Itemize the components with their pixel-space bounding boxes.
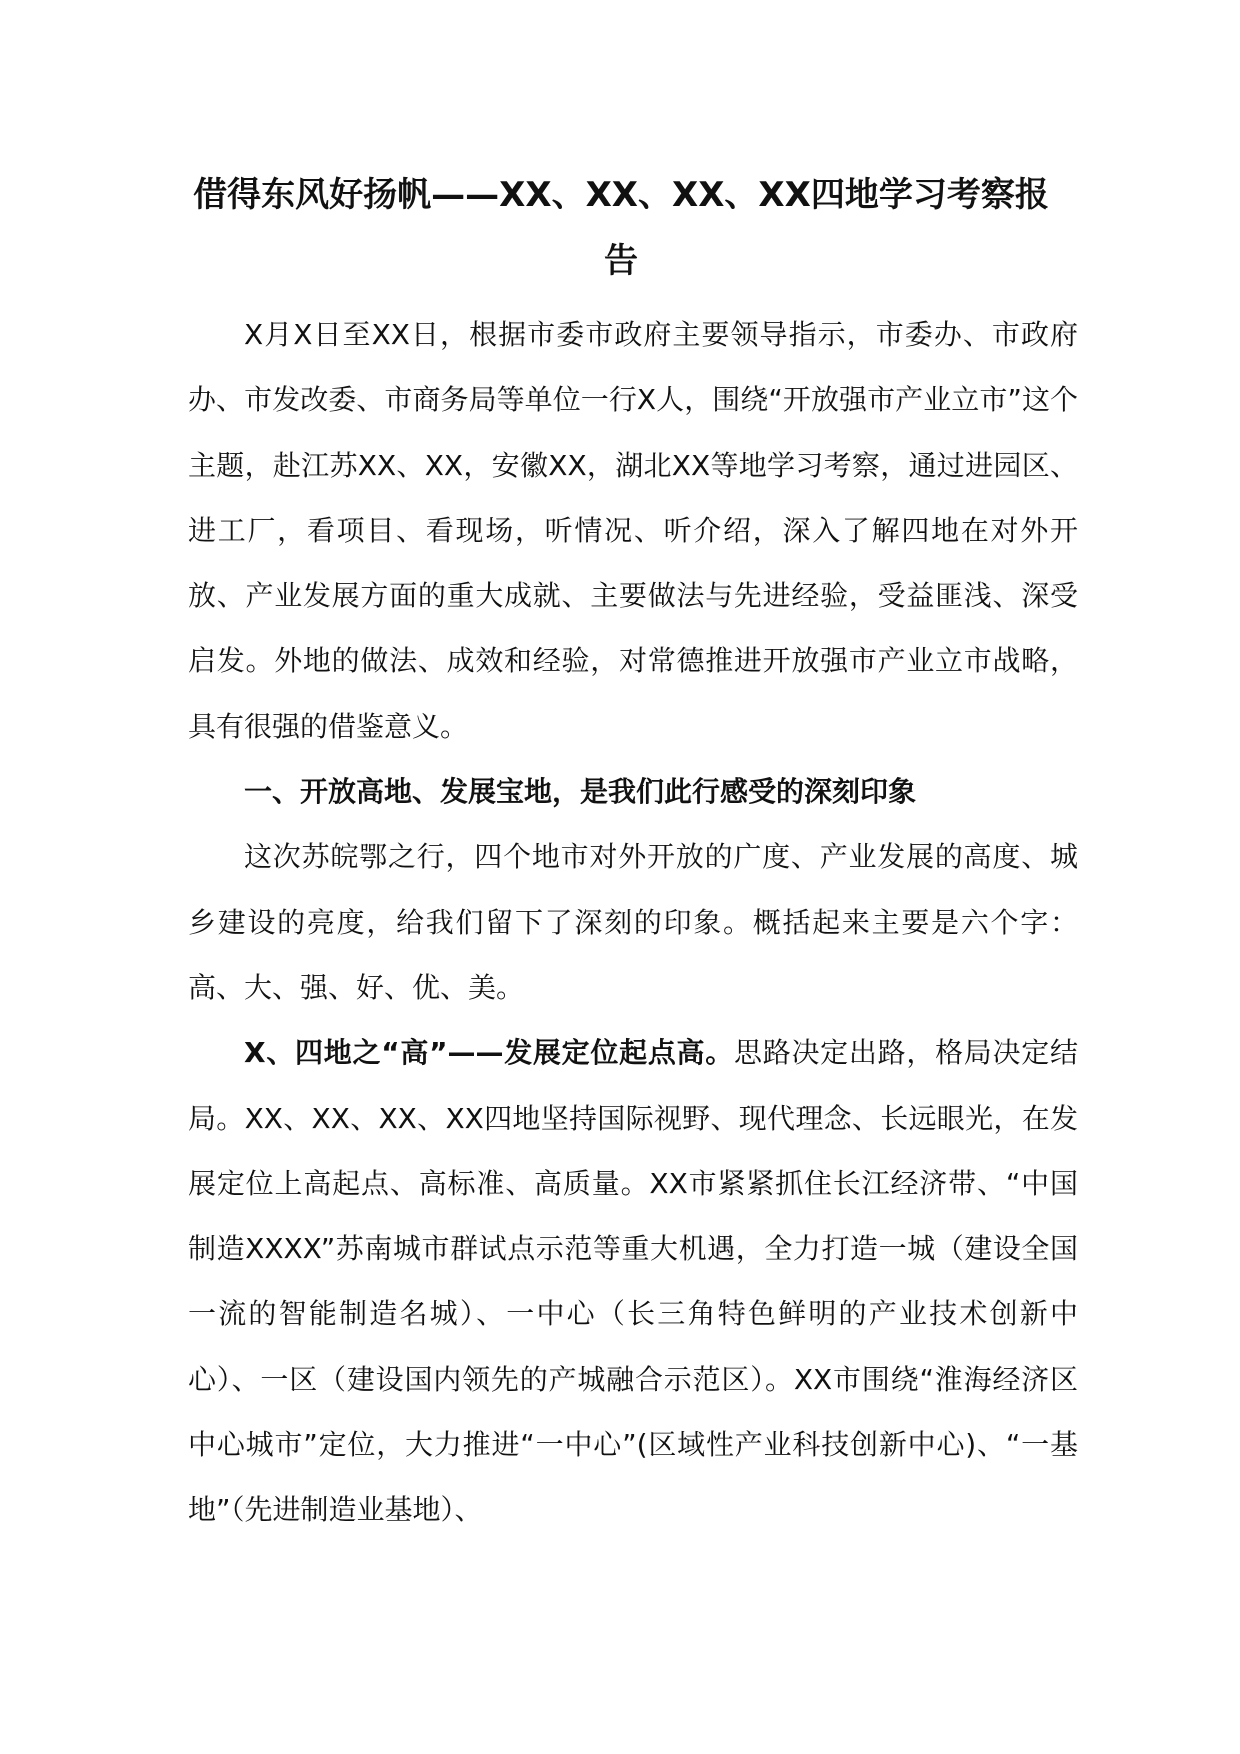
document-body: [188, 302, 1078, 1543]
document-title: 借得东风好扬帆——XX、XX、XX、XX四地学习考察报告: [193, 175, 1049, 281]
section-heading-1: 一、开放高地、发展宝地，是我们此行感受的深刻印象: [244, 775, 917, 809]
point-1-lead: X、四地之“高”——发展定位起点高。: [244, 1036, 734, 1070]
point-1-paragraph: [188, 1020, 1078, 1542]
point-1-text: 思路决定出路，格局决定结局。XX、XX、XX、XX四地坚持国际视野、现代理念、长远眼光，在发展定位上高起点、高标准、高质量。XX市紧紧抓住长江经济带、“中国制造XXXX”苏南城市群试点示范等重大机遇，全力打造一城（建设全国一流的智能制造名城）、一中心（长三角特色鲜明的产业技术创新中心）、一区（建设国内领先的产城融合示范区）。XX市围绕“淮海经济区中心城市”定位，大力推进“一中心”(区域性产业科技创新中心)、“一基地”（先进制造业基地）、: [188, 1036, 1078, 1527]
section-1-paragraph: 这次苏皖鄂之行，四个地市对外开放的广度、产业发展的高度、城乡建设的亮度，给我们留下了深刻的印象。概括起来主要是六个字：高、大、强、好、优、美。: [188, 840, 1078, 1004]
intro-paragraph: X月X日至XX日，根据市委市政府主要领导指示，市委办、市政府办、市发改委、市商务局等单位一行X人，围绕“开放强市产业立市”这个主题，赴江苏XX、XX，安徽XX，湖北XX等地学习考察，通过进园区、进工厂，看项目、看现场，听情况、听介绍，深入了解四地在对外开放、产业发展方面的重大成就、主要做法与先进经验，受益匪浅、深受启发。外地的做法、成效和经验，对常德推进开放强市产业立市战略，具有很强的借鉴意义。: [188, 318, 1078, 743]
